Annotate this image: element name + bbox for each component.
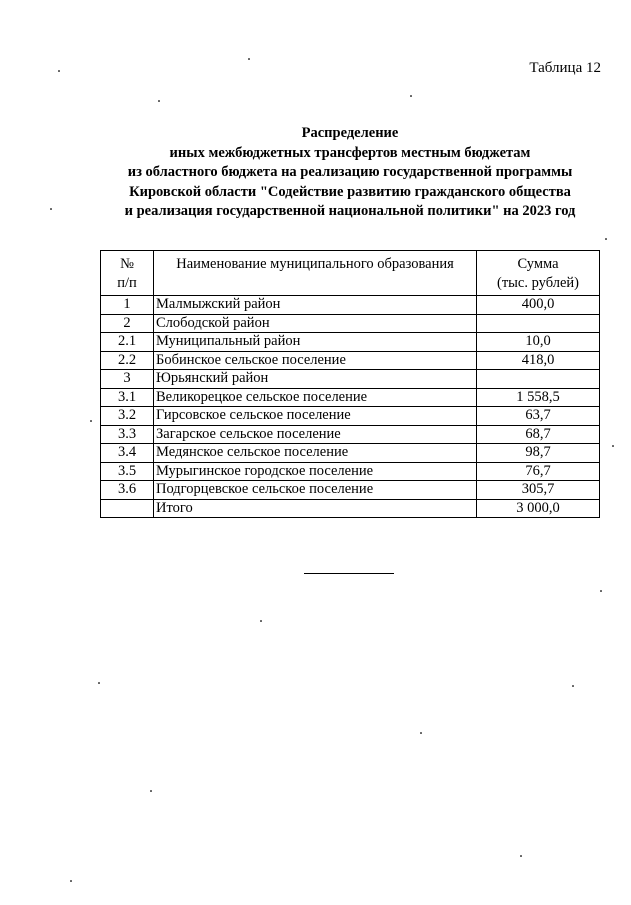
row-name: Великорецкое сельское поселение xyxy=(154,388,477,407)
row-name: Подгорцевское сельское поселение xyxy=(154,481,477,500)
row-sum xyxy=(477,370,600,389)
title-line: из областного бюджета на реализацию государственной программы xyxy=(127,164,573,180)
title-line: Кировской области "Содействие развитию гражданского общества xyxy=(129,183,571,200)
table-header-row xyxy=(101,251,600,296)
scan-speck xyxy=(410,95,412,97)
scan-speck xyxy=(158,100,160,102)
row-num: 2.2 xyxy=(101,351,154,370)
distribution-table xyxy=(100,250,600,518)
row-name: Юрьянский район xyxy=(154,370,477,389)
row-sum: 3 000,0 xyxy=(477,499,600,518)
scan-speck xyxy=(520,855,522,857)
row-sum: 1 558,5 xyxy=(477,388,600,407)
row-name: Малмыжский район xyxy=(154,296,477,315)
header-num: № п/п xyxy=(101,251,154,296)
row-num: 3.5 xyxy=(101,462,154,481)
row-name: Слободской район xyxy=(154,314,477,333)
row-sum: 400,0 xyxy=(477,296,600,315)
row-num: 3.6 xyxy=(101,481,154,500)
row-sum: 68,7 xyxy=(477,425,600,444)
row-name: Бобинское сельское поселение xyxy=(154,351,477,370)
table-row xyxy=(101,314,600,333)
table-row xyxy=(101,407,600,426)
table-row xyxy=(101,370,600,389)
header-sum: Сумма (тыс. рублей) xyxy=(477,251,600,296)
scan-speck xyxy=(50,208,52,210)
scan-speck xyxy=(572,685,574,687)
row-sum: 98,7 xyxy=(477,444,600,463)
row-name: Муниципальный район xyxy=(154,333,477,352)
row-name: Итого xyxy=(154,499,477,518)
row-name: Мурыгинское городское поселение xyxy=(154,462,477,481)
scan-speck xyxy=(248,58,250,60)
table-total-row xyxy=(101,499,600,518)
row-sum: 76,7 xyxy=(477,462,600,481)
separator-line xyxy=(304,573,394,574)
header-name: Наименование муниципального образования xyxy=(154,251,477,296)
row-num: 3.3 xyxy=(101,425,154,444)
row-num xyxy=(101,499,154,518)
scan-speck xyxy=(150,790,152,792)
table-row xyxy=(101,425,600,444)
row-num: 1 xyxy=(101,296,154,315)
row-name: Гирсовское сельское поселение xyxy=(154,407,477,426)
row-sum xyxy=(477,314,600,333)
scan-speck xyxy=(70,880,72,882)
table-row xyxy=(101,462,600,481)
row-name: Медянское сельское поселение xyxy=(154,444,477,463)
scan-speck xyxy=(612,445,614,447)
row-num: 2 xyxy=(101,314,154,333)
row-sum: 305,7 xyxy=(477,481,600,500)
title-line: Распределение xyxy=(301,125,399,141)
document-title xyxy=(100,124,600,222)
scan-speck xyxy=(600,590,602,592)
row-num: 3.1 xyxy=(101,388,154,407)
row-num: 3.4 xyxy=(101,444,154,463)
table-row xyxy=(101,296,600,315)
row-sum: 10,0 xyxy=(477,333,600,352)
title-line: иных межбюджетных трансфертов местным бюджетам xyxy=(169,144,531,161)
scan-speck xyxy=(605,238,607,240)
scan-speck xyxy=(90,420,92,422)
table-row xyxy=(101,351,600,370)
table-row xyxy=(101,388,600,407)
scan-speck xyxy=(260,620,262,622)
row-num: 2.1 xyxy=(101,333,154,352)
row-name: Загарское сельское поселение xyxy=(154,425,477,444)
title-line: и реализация государственной национальной политики" на 2023 год xyxy=(124,203,576,219)
table-number-label: Таблица 12 xyxy=(529,60,601,76)
scan-speck xyxy=(98,682,100,684)
scan-speck xyxy=(420,732,422,734)
row-num: 3.2 xyxy=(101,407,154,426)
row-num: 3 xyxy=(101,370,154,389)
row-sum: 418,0 xyxy=(477,351,600,370)
table-row xyxy=(101,481,600,500)
scan-speck xyxy=(58,70,60,72)
table-row xyxy=(101,333,600,352)
row-sum: 63,7 xyxy=(477,407,600,426)
table-row xyxy=(101,444,600,463)
